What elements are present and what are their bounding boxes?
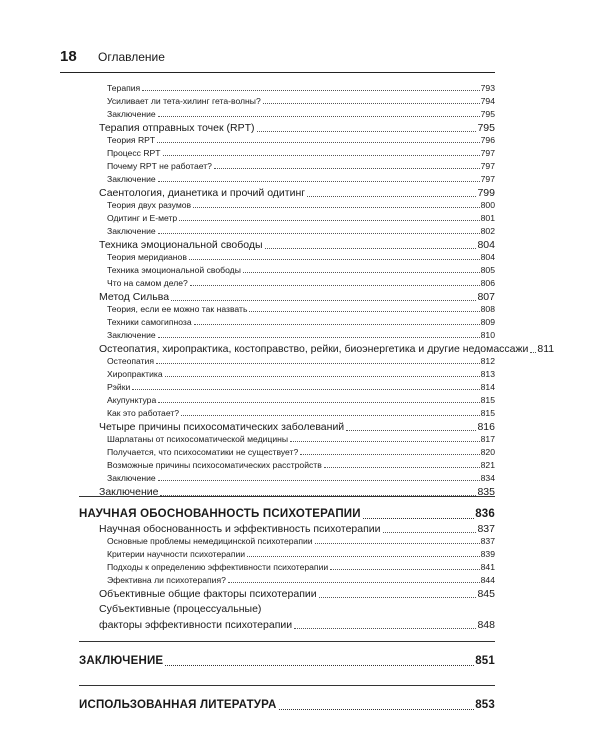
toc-entry-title: Заключение bbox=[107, 226, 156, 236]
dot-leader bbox=[330, 569, 479, 570]
toc-entry-title: Возможные причины психосоматических расстройств bbox=[107, 460, 322, 470]
dot-leader bbox=[165, 665, 474, 666]
dot-leader bbox=[307, 196, 476, 197]
toc-entry bbox=[99, 524, 495, 535]
dot-leader bbox=[193, 207, 480, 208]
toc-entry-page: 816 bbox=[477, 421, 495, 433]
toc-entry bbox=[107, 448, 495, 457]
toc-entry bbox=[99, 604, 495, 615]
toc-entry bbox=[107, 84, 495, 93]
dot-leader bbox=[163, 155, 480, 156]
toc-entry-page: 795 bbox=[480, 109, 495, 119]
toc-entry bbox=[107, 576, 495, 585]
toc-entry-page: 844 bbox=[480, 575, 495, 585]
toc-entry bbox=[107, 97, 495, 106]
toc-entry-title: Акупунктура bbox=[107, 395, 157, 405]
running-title: Оглавление bbox=[98, 50, 165, 64]
toc-entry-page: 805 bbox=[480, 265, 495, 275]
toc-entry bbox=[107, 253, 495, 262]
toc-entry bbox=[107, 227, 495, 236]
toc-entry bbox=[107, 563, 495, 572]
dot-leader bbox=[257, 131, 477, 132]
dot-leader bbox=[181, 415, 480, 416]
toc-entry-page: 808 bbox=[480, 304, 495, 314]
toc-entry-page: 804 bbox=[480, 252, 495, 262]
toc-entry-title: Эфективна ли психотерапия? bbox=[107, 575, 226, 585]
toc-entry-title: Терапия bbox=[107, 83, 141, 93]
toc-entry-title: Основные проблемы немедицинской психотерапии bbox=[107, 536, 313, 546]
dot-leader bbox=[319, 597, 477, 598]
toc-entry-page: 837 bbox=[477, 523, 495, 535]
dot-leader bbox=[315, 543, 480, 544]
toc-entry bbox=[107, 305, 495, 314]
toc-entry-page: 814 bbox=[480, 382, 495, 392]
dot-leader bbox=[165, 376, 480, 377]
toc-entry-title: Остеопатия, хиропрактика, костоправство, рейки, биоэнергетика и другие недомассажи bbox=[99, 343, 529, 355]
toc-entry-title: Хиропрактика bbox=[107, 369, 163, 379]
toc-entry bbox=[99, 292, 495, 303]
toc-entry-page: 836 bbox=[475, 508, 495, 520]
dot-leader bbox=[290, 441, 480, 442]
dot-leader bbox=[189, 259, 480, 260]
dot-leader bbox=[171, 300, 476, 301]
toc-entry-page: 848 bbox=[477, 619, 495, 631]
section-divider bbox=[79, 685, 495, 686]
toc-entry-title: Процесс RPT bbox=[107, 148, 161, 158]
toc-entry bbox=[99, 422, 495, 433]
toc-entry-page: 796 bbox=[480, 135, 495, 145]
toc-entry bbox=[107, 396, 495, 405]
dot-leader bbox=[383, 532, 477, 533]
toc-entry-page: 797 bbox=[480, 148, 495, 158]
toc-entry-title: Заключение bbox=[107, 330, 156, 340]
toc-entry-title: Теория RPT bbox=[107, 135, 156, 145]
toc-entry-page: 837 bbox=[480, 536, 495, 546]
toc-entry-title: Заключение bbox=[107, 109, 156, 119]
toc-entry bbox=[107, 331, 495, 340]
page-number: 18 bbox=[60, 48, 77, 65]
toc-entry-title: факторы эффективности психотерапии bbox=[99, 619, 293, 631]
dot-leader bbox=[243, 272, 480, 273]
dot-leader bbox=[158, 480, 480, 481]
toc-entry-page: 800 bbox=[480, 200, 495, 210]
toc-entry-title: Субъективные (процессуальные) bbox=[99, 603, 262, 615]
toc-entry bbox=[107, 175, 495, 184]
toc-entry-title: ИСПОЛЬЗОВАННАЯ ЛИТЕРАТУРА bbox=[79, 699, 277, 711]
toc-entry-page: 809 bbox=[480, 317, 495, 327]
toc-entry bbox=[107, 110, 495, 119]
dot-leader bbox=[530, 352, 536, 353]
toc-entry-title: Шарлатаны от психосоматической медицины bbox=[107, 434, 289, 444]
toc-entry-title: Теория двух разумов bbox=[107, 200, 192, 210]
toc-entry-title: Усиливает ли тета-хилинг гета-волны? bbox=[107, 96, 261, 106]
toc-entry bbox=[107, 279, 495, 288]
toc-entry-title: Научная обоснованность и эффективность психотерапии bbox=[99, 523, 381, 535]
toc-entry bbox=[107, 136, 495, 145]
dot-leader bbox=[279, 709, 475, 710]
toc-entry-page: 817 bbox=[480, 434, 495, 444]
toc-entry bbox=[107, 461, 495, 470]
toc-entry bbox=[107, 550, 495, 559]
section-divider bbox=[79, 496, 495, 497]
toc-entry bbox=[79, 656, 495, 668]
toc-entry-title: Как это работает? bbox=[107, 408, 180, 418]
toc-entry-page: 804 bbox=[477, 239, 495, 251]
toc-entry-title: Рэйки bbox=[107, 382, 131, 392]
toc-entry-page: 835 bbox=[477, 486, 495, 498]
toc-entry-title: Заключение bbox=[107, 473, 156, 483]
dot-leader bbox=[263, 103, 480, 104]
toc-entry-page: 815 bbox=[480, 395, 495, 405]
toc-entry-title: Подходы к определению эффективности психотерапии bbox=[107, 562, 329, 572]
toc-entry-page: 851 bbox=[475, 655, 495, 667]
dot-leader bbox=[228, 582, 480, 583]
dot-leader bbox=[142, 90, 479, 91]
toc-entry-page: 793 bbox=[480, 83, 495, 93]
dot-leader bbox=[194, 324, 480, 325]
toc-entry-page: 795 bbox=[477, 122, 495, 134]
toc-entry-page: 853 bbox=[475, 699, 495, 711]
toc-entry-title: Критерии научности психотерапии bbox=[107, 549, 246, 559]
toc-entry-page: 845 bbox=[477, 588, 495, 600]
toc-entry-title: Заключение bbox=[99, 486, 159, 498]
toc-entry bbox=[107, 149, 495, 158]
toc-entry-page: 815 bbox=[480, 408, 495, 418]
toc-entry-page: 834 bbox=[480, 473, 495, 483]
toc-entry-page: 839 bbox=[480, 549, 495, 559]
toc-entry-page: 813 bbox=[480, 369, 495, 379]
toc-entry-title: Техника эмоциональной свободы bbox=[107, 265, 241, 275]
toc-entry-title: Терапия отправных точек (RPT) bbox=[99, 122, 255, 134]
toc-entry-title: Объективные общие факторы психотерапии bbox=[99, 588, 317, 600]
toc-entry-page: 810 bbox=[480, 330, 495, 340]
toc-entry-page: 841 bbox=[480, 562, 495, 572]
toc-entry-title: Саентология, дианетика и прочий одитинг bbox=[99, 187, 306, 199]
toc-entry bbox=[107, 318, 495, 327]
toc-entry-page: 797 bbox=[480, 161, 495, 171]
dot-leader bbox=[158, 402, 479, 403]
toc-entry-title: Теория меридианов bbox=[107, 252, 187, 262]
dot-leader bbox=[158, 116, 480, 117]
toc-entry-page: 801 bbox=[480, 213, 495, 223]
dot-leader bbox=[190, 285, 480, 286]
dot-leader bbox=[324, 467, 480, 468]
toc-entry-page: 799 bbox=[477, 187, 495, 199]
toc-entry-title: Что на самом деле? bbox=[107, 278, 188, 288]
dot-leader bbox=[157, 142, 480, 143]
dot-leader bbox=[179, 220, 479, 221]
toc-entry bbox=[79, 509, 495, 521]
toc-entry-title: Техники самогипноза bbox=[107, 317, 192, 327]
toc-entry bbox=[107, 409, 495, 418]
toc-entry-title: Четыре причины психосоматических заболеваний bbox=[99, 421, 345, 433]
toc-entry bbox=[107, 474, 495, 483]
dot-leader bbox=[300, 454, 479, 455]
toc-entry-page: 794 bbox=[480, 96, 495, 106]
toc-entry bbox=[99, 589, 495, 600]
toc-entry-page: 807 bbox=[477, 291, 495, 303]
toc-entry-page: 820 bbox=[480, 447, 495, 457]
toc-entry-title: Заключение bbox=[107, 174, 156, 184]
toc-entry-title: Техника эмоциональной свободы bbox=[99, 239, 263, 251]
toc-entry-page: 806 bbox=[480, 278, 495, 288]
toc-entry-title: Почему RPT не работает? bbox=[107, 161, 212, 171]
toc-entry-title: Остеопатия bbox=[107, 356, 155, 366]
dot-leader bbox=[158, 233, 480, 234]
toc-entry bbox=[107, 357, 495, 366]
toc-entry bbox=[107, 383, 495, 392]
toc-entry bbox=[107, 201, 495, 210]
toc-entry bbox=[107, 162, 495, 171]
dot-leader bbox=[294, 628, 476, 629]
dot-leader bbox=[346, 430, 476, 431]
dot-leader bbox=[249, 311, 479, 312]
toc-entry bbox=[107, 370, 495, 379]
section-divider bbox=[79, 641, 495, 642]
toc-entry bbox=[107, 435, 495, 444]
dot-leader bbox=[132, 389, 479, 390]
toc-entry bbox=[99, 123, 495, 134]
toc-entry-page: 802 bbox=[480, 226, 495, 236]
toc-entry-title: Одитинг и Е-метр bbox=[107, 213, 178, 223]
dot-leader bbox=[156, 363, 480, 364]
toc-entry bbox=[107, 266, 495, 275]
toc-entry-title: Метод Сильва bbox=[99, 291, 170, 303]
toc-entry bbox=[107, 537, 495, 546]
dot-leader bbox=[247, 556, 480, 557]
toc-entry-page: 811 bbox=[537, 343, 555, 355]
toc-entry bbox=[99, 188, 495, 199]
toc-entry-page: 812 bbox=[480, 356, 495, 366]
toc-entry-title: НАУЧНАЯ ОБОСНОВАННОСТЬ ПСИХОТЕРАПИИ bbox=[79, 508, 361, 520]
dot-leader bbox=[363, 518, 474, 519]
toc-entry-title: Теория, если ее можно так назвать bbox=[107, 304, 248, 314]
toc-entry bbox=[79, 700, 495, 712]
toc-entry bbox=[107, 214, 495, 223]
toc-entry-title: Получается, что психосоматики не существует? bbox=[107, 447, 299, 457]
dot-leader bbox=[265, 248, 477, 249]
dot-leader bbox=[214, 168, 480, 169]
toc-entry-page: 821 bbox=[480, 460, 495, 470]
toc-entry bbox=[99, 343, 555, 355]
dot-leader bbox=[158, 181, 480, 182]
toc-entry-page: 797 bbox=[480, 174, 495, 184]
toc-entry-title: ЗАКЛЮЧЕНИЕ bbox=[79, 655, 164, 667]
toc-entry bbox=[99, 620, 495, 631]
dot-leader bbox=[158, 337, 480, 338]
toc-entry bbox=[99, 240, 495, 251]
